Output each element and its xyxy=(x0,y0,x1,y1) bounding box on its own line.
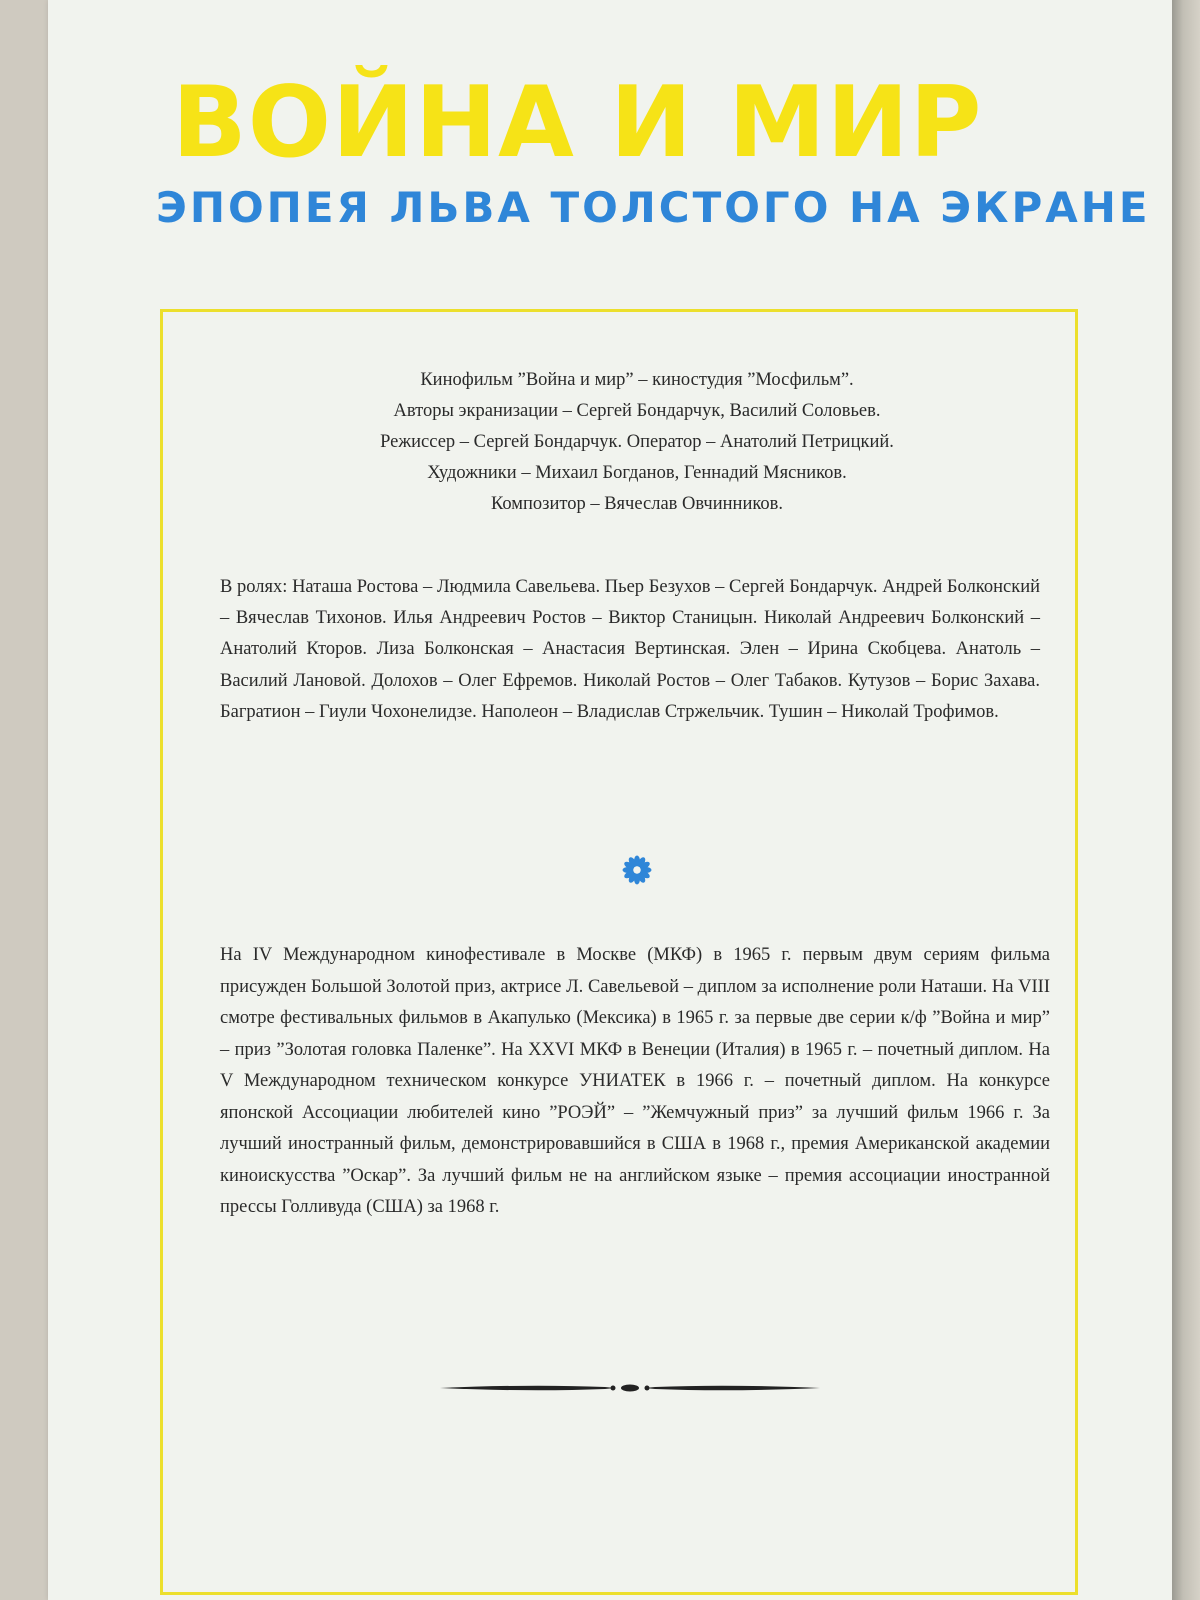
credit-line: Кинофильм ”Война и мир” – киностудия ”Мосфильм”. xyxy=(420,370,854,390)
ornamental-divider-icon xyxy=(440,1378,820,1398)
cast-list: В ролях: Наташа Ростова – Людмила Савельева. Пьер Безухов – Сергей Бондарчук. Андрей Болконский – Вячеслав Тихонов. Илья Андреевич Ростов – Виктор Станицын. Николай Андреевич Болконский – Анатолий Кторов. Лиза Болконская – Анастасия Вертинская. Элен – Ирина Скобцева. Анатоль – Василий Лановой. Долохов – Олег Ефремов. Николай Ростов – Олег Табаков. Кутузов – Борис Захава. Багратион – Гиули Чохонелидзе. Наполеон – Владислав Стржельчик. Тушин – Николай Трофимов. xyxy=(220,577,1040,722)
credit-line: Композитор – Вячеслав Овчинников. xyxy=(490,494,784,514)
flower-ornament-icon xyxy=(622,855,652,885)
film-credits xyxy=(212,365,1062,520)
page-subtitle: ЭПОПЕЯ ЛЬВА ТОЛСТОГО НА ЭКРАНЕ xyxy=(156,183,1151,232)
credit-line: Авторы экранизации – Сергей Бондарчук, Василий Соловьев. xyxy=(393,401,881,421)
credit-line: Режиссер – Сергей Бондарчук. Оператор – Анатолий Петрицкий. xyxy=(380,432,894,452)
page-title: ВОЙНА И МИР xyxy=(172,66,983,180)
page-fold-edge xyxy=(1172,0,1200,1600)
credit-line: Художники – Михаил Богданов, Геннадий Мясников. xyxy=(427,463,847,483)
awards-text: На IV Международном кинофестивале в Москве (МКФ) в 1965 г. первым двум сериям фильма присужден Большой Золотой приз, актрисе Л. Савельевой – диплом за исполнение роли Наташи. На VIII смотре фестивальных фильмов в Акапулько (Мексика) в 1965 г. за первые две серии к/ф ”Война и мир” – приз ”Золотая головка Паленке”. На XXVI МКФ в Венеции (Италия) в 1965 г. – почетный диплом. На V Международном техническом конкурсе УНИАТЕК в 1966 г. – почетный диплом. На конкурсе японской Ассоциации любителей кино ”РОЭЙ” – ”Жемчужный приз” за лучший фильм 1966 г. За лучший иностранный фильм, демонстрировавшийся в США в 1968 г., премия Американской академии киноискусства ”Оскар”. За лучший фильм не на английском языке – премия ассоциации иностранной прессы Голливуда (США) за 1968 г. xyxy=(220,945,1050,1217)
